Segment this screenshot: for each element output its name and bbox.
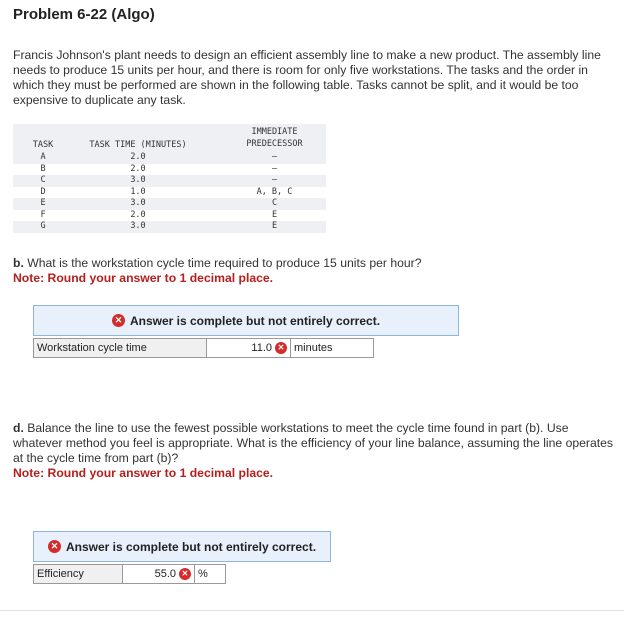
- x-circle-icon: ✕: [179, 568, 191, 580]
- cell-pred: –: [271, 163, 278, 174]
- cycle-time-unit: minutes: [291, 339, 373, 357]
- table-row: [13, 175, 326, 187]
- table-row: [13, 210, 326, 222]
- table-header: [13, 124, 326, 152]
- efficiency-unit: %: [195, 565, 225, 583]
- header-task: TASK: [32, 140, 54, 150]
- cell-time: 2.0: [130, 209, 146, 220]
- header-pred-1: IMMEDIATE: [251, 127, 298, 137]
- table-row: [13, 221, 326, 233]
- efficiency-value: 55.0: [154, 568, 176, 580]
- part-b-text: What is the workstation cycle time required to produce 15 units per hour?: [27, 256, 422, 270]
- x-circle-icon: ✕: [112, 314, 125, 327]
- table-row: [13, 198, 326, 210]
- problem-intro: Francis Johnson's plant needs to design an efficient assembly line to make a new product. The assembly line needs to produce 15 units per hour, and there is room for only five workstations. The tasks and the order in which they must be performed are shown in the following table. Tasks cannot be split, and it would be too expensive to duplicate any task.: [13, 48, 601, 107]
- table-row: [13, 152, 326, 164]
- part-d-question: [13, 421, 618, 481]
- part-b-note: Note: Round your answer to 1 decimal place.: [13, 271, 274, 285]
- part-b-label: b.: [13, 256, 24, 270]
- cell-time: 3.0: [130, 198, 146, 208]
- cell-time: 3.0: [130, 175, 146, 185]
- header-pred-2: PREDECESSOR: [246, 139, 303, 149]
- cell-task: F: [40, 209, 46, 220]
- part-b-feedback-banner: [33, 305, 459, 336]
- part-d-note: Note: Round your answer to 1 decimal place.: [13, 466, 274, 480]
- cell-pred: E: [271, 209, 278, 220]
- cell-task: A: [40, 152, 46, 162]
- cell-time: 1.0: [130, 186, 146, 197]
- part-b-question: [13, 256, 618, 286]
- table-row: [13, 164, 326, 176]
- part-d-feedback-banner: [33, 531, 331, 562]
- table-row: [13, 187, 326, 199]
- header-time: TASK TIME (MINUTES): [89, 140, 187, 150]
- part-d-answer-row: [33, 564, 226, 584]
- part-b-answer-row: [33, 338, 374, 358]
- x-circle-icon: ✕: [275, 342, 287, 354]
- page-title: Problem 6-22 (Algo): [13, 6, 155, 23]
- cycle-time-value: 11.0: [251, 342, 272, 354]
- part-d-label: d.: [13, 421, 24, 435]
- cell-pred: –: [271, 175, 278, 185]
- part-b-banner-text: Answer is complete but not entirely correct.: [129, 313, 381, 328]
- cell-task: G: [40, 221, 46, 231]
- bottom-divider: [0, 610, 624, 628]
- cell-time: 2.0: [130, 152, 146, 162]
- cell-task: E: [40, 198, 46, 208]
- efficiency-label: Efficiency: [34, 565, 123, 583]
- efficiency-input[interactable]: [123, 565, 195, 583]
- cell-pred: A, B, C: [256, 186, 293, 197]
- cycle-time-label: Workstation cycle time: [34, 339, 207, 357]
- cell-time: 2.0: [130, 163, 146, 174]
- cell-pred: C: [271, 198, 278, 208]
- cell-time: 3.0: [130, 221, 146, 231]
- cell-task: C: [40, 175, 46, 185]
- cell-task: B: [40, 163, 46, 174]
- task-table: [13, 124, 326, 233]
- cell-pred: E: [271, 221, 278, 231]
- part-d-text: Balance the line to use the fewest possible workstations to meet the cycle time found in part (b). Use whatever method you feel is appropriate. What is the efficiency of your line balance, assuming the line operates at the cycle time from part (b)?: [13, 421, 614, 465]
- cell-pred: –: [271, 152, 278, 162]
- part-d-banner-text: Answer is complete but not entirely correct.: [65, 539, 317, 554]
- cell-task: D: [40, 186, 46, 197]
- x-circle-icon: ✕: [48, 540, 61, 553]
- cycle-time-input[interactable]: [207, 339, 291, 357]
